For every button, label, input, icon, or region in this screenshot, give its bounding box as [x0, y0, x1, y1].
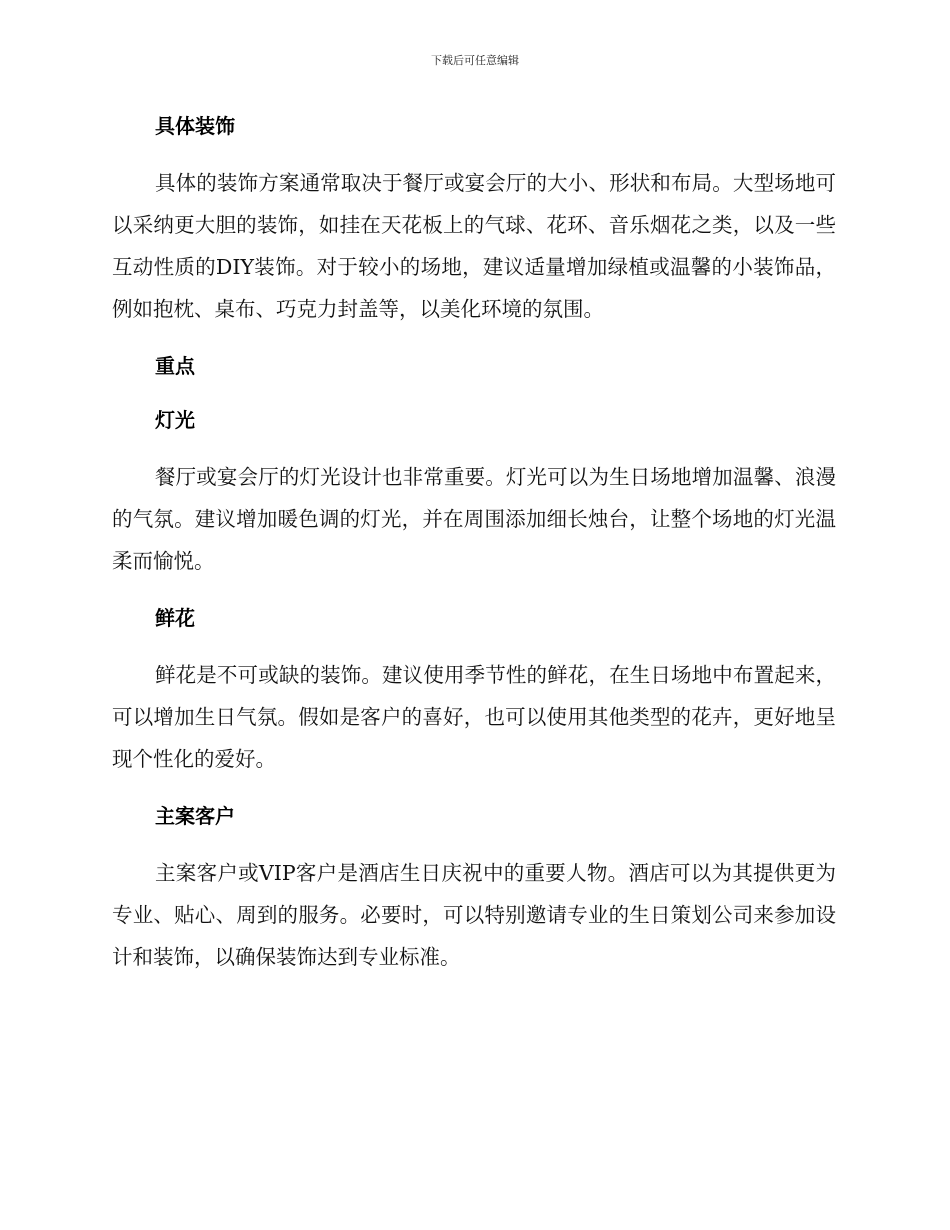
section-paragraph-flowers: 鲜花是不可或缺的装饰。建议使用季节性的鲜花，在生日场地中布置起来，可以增加生日气氛。假如是客户的喜好，也可以使用其他类型的花卉，更好地呈现个性化的爱好。 — [112, 663, 836, 771]
section-heading-key-points: 重点 — [155, 354, 195, 378]
section-heading-flowers: 鲜花 — [155, 606, 195, 630]
section-heading-decor: 具体装饰 — [155, 114, 235, 138]
section-heading-main-client: 主案客户 — [155, 804, 235, 828]
section-paragraph-decor: 具体的装饰方案通常取决于餐厅或宴会厅的大小、形状和布局。大型场地可以采纳更大胆的装饰，如挂在天花板上的气球、花环、音乐烟花之类，以及一些互动性质的DIY装饰。对于较小的场地，建议适量增加绿植或温馨的小装饰品，例如抱枕、桌布、巧克力封盖等，以美化环境的氛围。 — [112, 171, 836, 321]
page-header: 下载后可任意编辑 — [431, 54, 519, 67]
section-paragraph-lighting: 餐厅或宴会厅的灯光设计也非常重要。灯光可以为生日场地增加温馨、浪漫的气氛。建议增加暖色调的灯光，并在周围添加细长烛台，让整个场地的灯光温柔而愉悦。 — [112, 465, 836, 573]
document-body — [112, 108, 836, 996]
section-heading-lighting: 灯光 — [155, 408, 195, 432]
section-paragraph-main-client: 主案客户或VIP客户是酒店生日庆祝中的重要人物。酒店可以为其提供更为专业、贴心、周到的服务。必要时，可以特别邀请专业的生日策划公司来参加设计和装饰，以确保装饰达到专业标准。 — [112, 861, 836, 969]
